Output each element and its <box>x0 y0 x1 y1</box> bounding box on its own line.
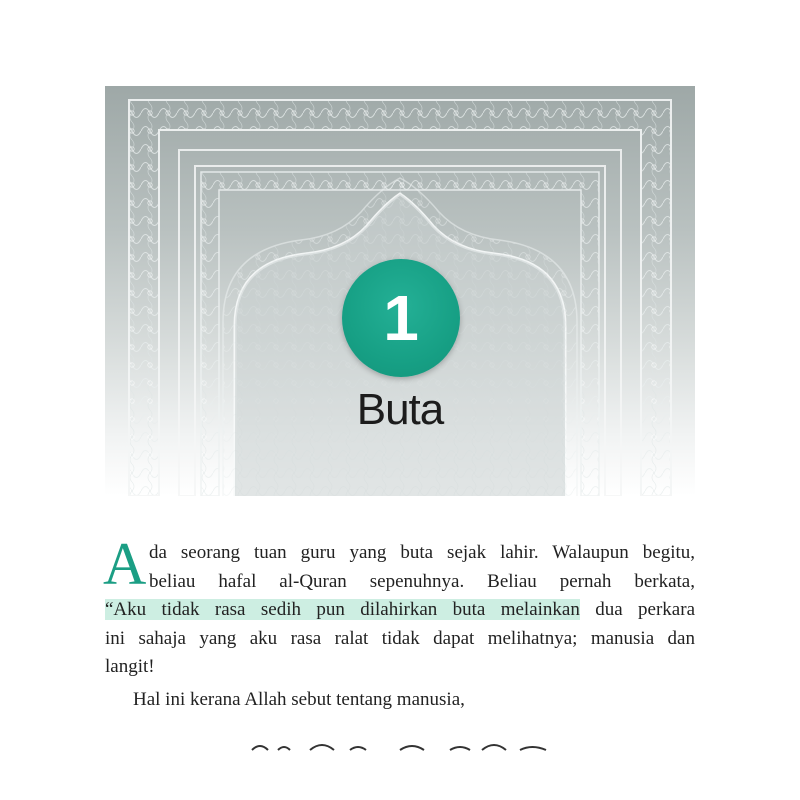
body-line-1: da seorang tuan guru yang buta sejak lahir. Walaupun begitu, <box>149 542 695 563</box>
chapter-title: Buta <box>356 385 444 434</box>
arabic-verse-fragment-icon <box>250 738 550 752</box>
drop-cap-letter: A <box>103 531 147 597</box>
body-line-3 <box>105 596 695 625</box>
chapter-header-panel <box>105 86 695 496</box>
body-paragraph-2: Hal ini kerana Allah sebut tentang manusia, <box>133 689 465 710</box>
body-line-5: langit! <box>105 656 155 677</box>
chapter-number: 1 <box>383 282 419 354</box>
body-line-2: beliau hafal al-Quran sepenuhnya. Beliau pernah berkata, <box>149 570 695 592</box>
chapter-number-badge <box>342 259 460 377</box>
body-line-4: ini sahaja yang aku rasa ralat tidak dapat melihatnya; manusia dan <box>105 627 695 649</box>
highlighted-text[interactable]: “Aku tidak rasa sedih pun dilahirkan buta melainkan <box>105 599 580 620</box>
body-paragraph-1 <box>105 539 695 682</box>
body-line-3-rest: dua perkara <box>579 599 695 620</box>
